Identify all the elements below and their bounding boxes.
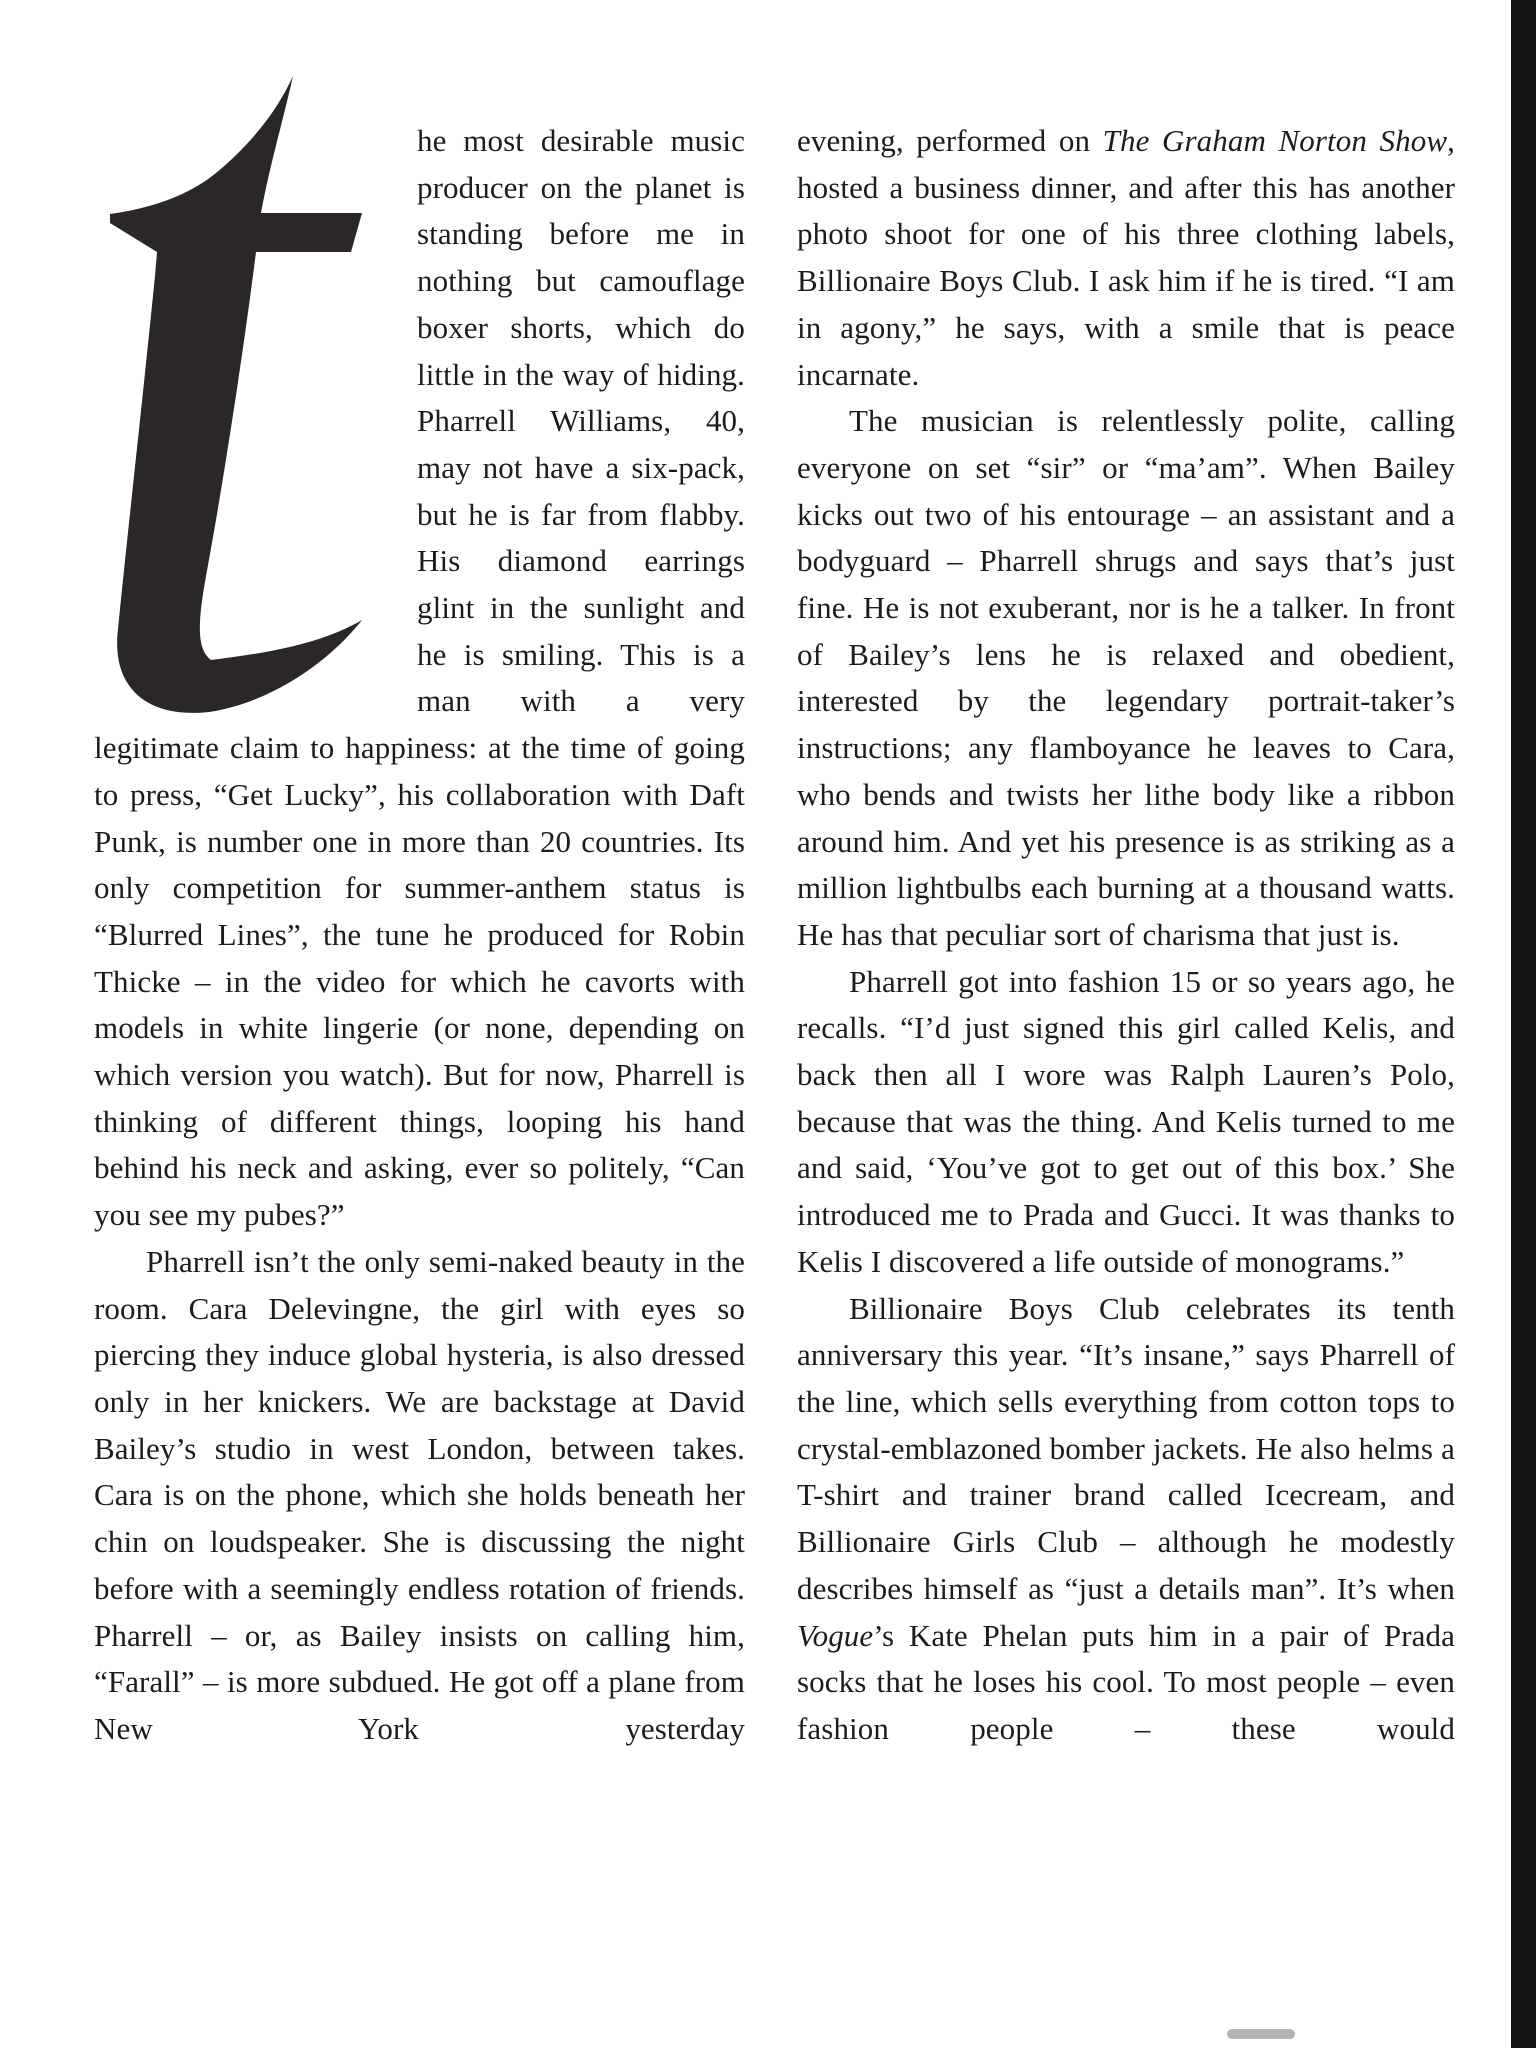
right-column <box>797 118 1455 1753</box>
paragraph <box>94 1239 745 1753</box>
paragraph-text: evening, performed on <box>797 123 1103 158</box>
paragraph-text: ’s Kate Phelan puts him in a pair of Prada socks that he loses his cool. To most people – even fashion people – these would <box>797 1617 1455 1746</box>
page-position-indicator[interactable] <box>1227 2029 1295 2039</box>
paragraph <box>797 398 1455 958</box>
paragraph-text: Billionaire Boys Club celebrates its tenth anniversary this year. “It’s insane,” says Pharrell of the line, which sells everything from cotton tops to crystal-emblazoned bomber jackets. He also helms a T-shirt and trainer brand called Icecream, and Billionaire Girls Club – although he modestly describes himself as “just a details man”. It’s when <box>797 1290 1455 1606</box>
dropcap-spacer <box>94 118 417 725</box>
paragraph-text: Pharrell got into fashion 15 or so years ago, he recalls. “I’d just signed this girl called Kelis, and back then all I wore was Ralph Lauren’s Polo, because that was the thing. And Kelis turned to me and said, ‘You’ve got to get out of this box.’ She introduced me to Prada and Gucci. It was thanks to Kelis I discovered a life outside of monograms.” <box>797 963 1455 1279</box>
paragraph <box>797 1286 1455 1753</box>
left-column <box>94 118 745 1753</box>
vogue-title-italic: Vogue <box>797 1617 874 1653</box>
article-body <box>94 118 1455 1753</box>
paragraph-text: , hosted a business dinner, and after this has another photo shoot for one of his three clothing labels, Billionaire Boys Club. I ask him if he is tired. “I am in agony,” he says, with a smile that is peace incarnate. <box>797 123 1455 392</box>
paragraph-text: he most desirable music producer on the planet is standing before me in nothing but camouflage boxer shorts, which do little in the way of hiding. Pharrell Williams, 40, may not have a six-pack, but he is far from flabby. His diamond earrings glint in the sunlight and he is smiling. This is a man with a very legitimate claim to happiness: at the time of going to press, “Get Lucky”, his collaboration with Daft Punk, is number one in more than 20 countries. Its only competition for summer-anthem status is “Blurred Lines”, the tune he produced for Robin Thicke – in the video for which he cavorts with models in white lingerie (or none, depending on which version you watch). But for now, Pharrell is thinking of different things, looping his hand behind his neck and asking, ever so politely, “Can you see my pubes?” <box>94 123 745 1233</box>
reader-edge-background <box>1511 0 1536 2048</box>
paragraph <box>797 118 1455 398</box>
paragraph-text: The musician is relentlessly polite, calling everyone on set “sir” or “ma’am”. When Bailey kicks out two of his entourage – an assistant and a bodyguard – Pharrell shrugs and says that’s just fine. He is not exuberant, nor is he a talker. In front of Bailey’s lens he is relaxed and obedient, interested by the legendary portrait-taker’s instructions; any flamboyance he leaves to Cara, who bends and twists her lithe body like a ribbon around him. And yet his presence is as striking as a million lightbulbs each burning at a thousand watts. He has that peculiar sort of charisma that just is. <box>797 403 1455 952</box>
paragraph <box>797 959 1455 1286</box>
show-title-italic: The Graham Norton Show <box>1102 123 1448 158</box>
paragraph-text: Pharrell isn’t the only semi-naked beauty in the room. Cara Delevingne, the girl with eyes so piercing they induce global hysteria, is also dressed only in her knickers. We are backstage at David Bailey’s studio in west London, between takes. Cara is on the phone, which she holds beneath her chin on loudspeaker. She is discussing the night before with a seemingly endless rotation of friends. Pharrell – or, as Bailey insists on calling him, “Farall” – is more subdued. He got off a plane from New York yesterday <box>94 1243 745 1746</box>
